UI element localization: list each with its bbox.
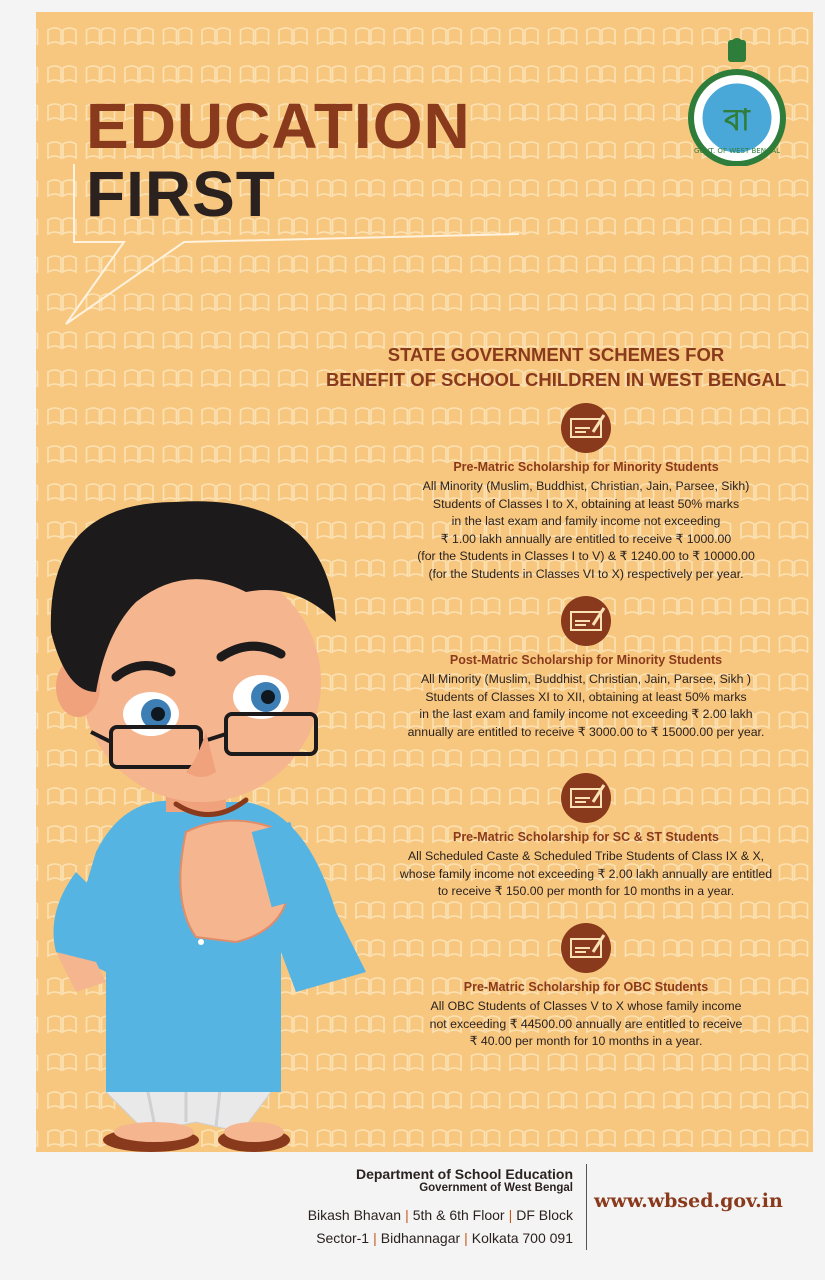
address-part: Kolkata 700 091 — [471, 1230, 573, 1246]
address-part: Bidhannagar — [380, 1230, 461, 1246]
emblem-label: GOVT. OF WEST BENGAL — [693, 147, 781, 155]
cheque-icon — [560, 595, 612, 647]
scheme-title: Pre-Matric Scholarship for OBC Students — [463, 980, 709, 994]
separator: | — [373, 1230, 377, 1246]
scheme-post-matric-minority — [366, 595, 806, 741]
scheme-title: Pre-Matric Scholarship for Minority Students — [453, 460, 719, 474]
department-block — [356, 1166, 573, 1194]
department-name: Department of School Education — [355, 1166, 573, 1182]
scheme-pre-matric-sc-st — [366, 772, 806, 901]
address-part: Sector-1 — [316, 1230, 370, 1246]
website-link[interactable]: www.wbsed.gov.in — [594, 1190, 783, 1212]
cheque-icon — [560, 772, 612, 824]
svg-text:বা: বা — [724, 103, 750, 138]
state-emblem — [686, 26, 796, 166]
address-part: Bikash Bhavan — [307, 1207, 402, 1223]
address-line1 — [308, 1204, 573, 1227]
address-line2 — [308, 1227, 573, 1250]
separator: | — [508, 1207, 513, 1223]
cheque-icon — [560, 402, 612, 454]
scheme-body: All Scheduled Caste & Scheduled Tribe Students of Class IX & X, whose family income not exceeding ₹ 2.00 lakh annually are entitled to receive ₹ 150.00 per month for 10 months in a year. — [399, 849, 773, 898]
student-character-illustration — [36, 432, 376, 1152]
footer-divider — [586, 1164, 587, 1250]
scheme-pre-matric-obc — [366, 922, 806, 1051]
address-block — [308, 1204, 573, 1250]
scheme-title: Pre-Matric Scholarship for SC & ST Students — [452, 830, 719, 844]
scheme-body: All Minority (Muslim, Buddhist, Christian, Jain, Parsee, Sikh) Students of Classes I to X, obtaining at least 50% marks in the last exam and family income not exceeding ₹ 1.00 lakh annually are entitled to receive ₹ 1000.00 (for the Students in Classes I to V) & ₹ 1240.00 to ₹ 10000.00 (for the Students in Classes VI to X) respectively per year. — [417, 479, 755, 581]
headline-line2: FIRST — [86, 158, 276, 230]
scheme-pre-matric-minority — [366, 402, 806, 583]
government-name: Government of West Bengal — [419, 1182, 573, 1194]
address-part: 5th & 6th Floor — [412, 1207, 505, 1223]
headline — [86, 90, 471, 230]
address-part: DF Block — [516, 1207, 573, 1223]
separator: | — [405, 1207, 409, 1223]
cheque-icon — [560, 922, 612, 974]
headline-line1: EDUCATION — [86, 90, 471, 162]
schemes-title: STATE GOVERNMENT SCHEMES FOR BENEFIT OF SCHOOL CHILDREN IN WEST BENGAL — [325, 344, 787, 390]
poster — [36, 12, 813, 1152]
footer — [0, 1152, 825, 1280]
separator: | — [464, 1230, 468, 1246]
scheme-body: All OBC Students of Classes V to X whose family income not exceeding ₹ 44500.00 annually are entitled to receive ₹ 40.00 per month for 10 months in a year. — [429, 999, 743, 1048]
scheme-body: All Minority (Muslim, Buddhist, Christian, Jain, Parsee, Sikh ) Students of Classes XI to XII, obtaining at least 50% marks in the last exam and family income not exceeding ₹ 2.00 lakh annually are entitled to receive ₹ 3000.00 to ₹ 15000.00 per year. — [407, 672, 765, 739]
scheme-title: Post-Matric Scholarship for Minority Students — [449, 653, 723, 667]
